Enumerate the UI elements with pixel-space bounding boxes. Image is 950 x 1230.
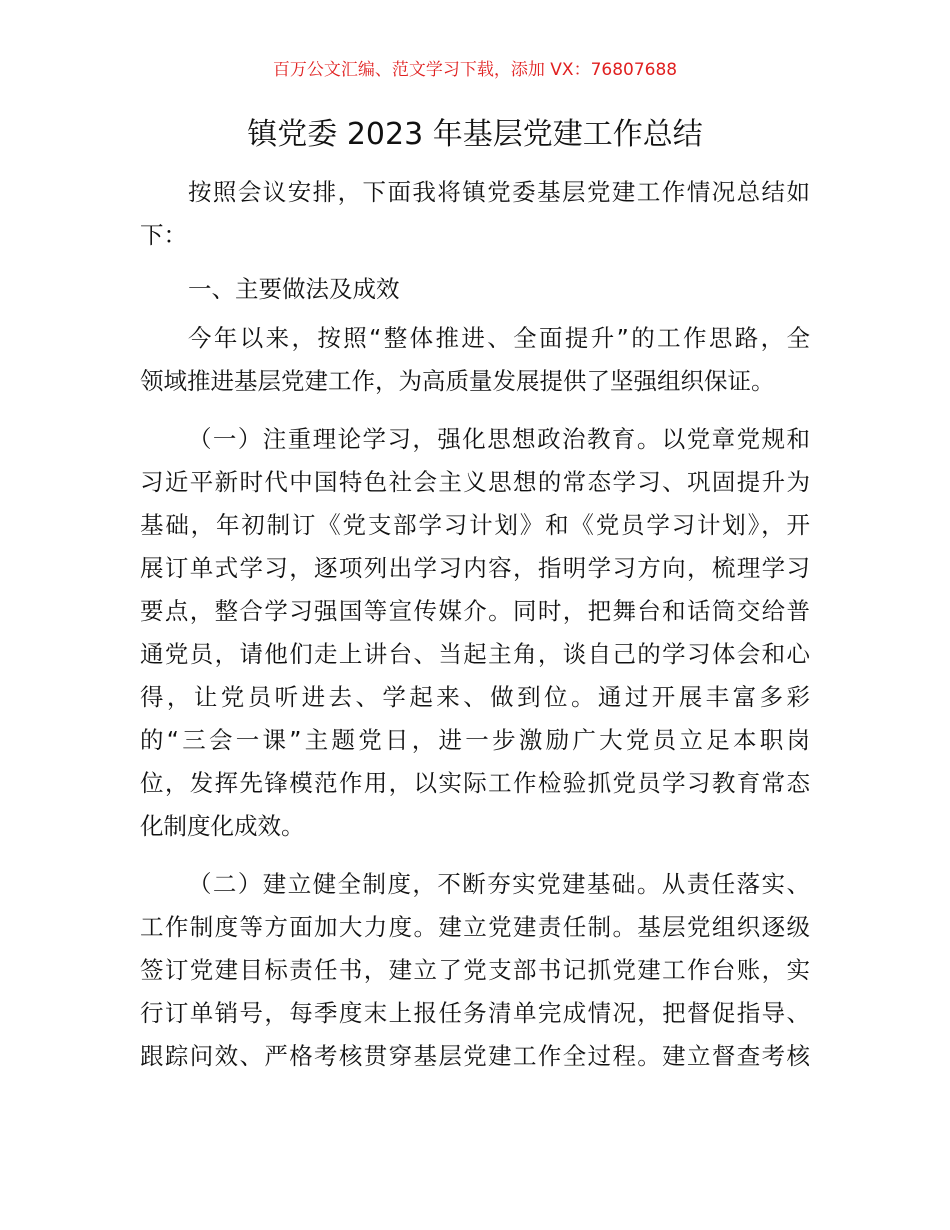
text-line: 得，让党员听进去、学起来、做到位。通过开展丰富多彩 xyxy=(140,683,810,711)
text-line: 习近平新时代中国特色社会主义思想的常态学习、巩固提升为 xyxy=(140,468,810,496)
text-line: 今年以来，按照“整体推进、全面提升”的工作思路，全 xyxy=(188,324,810,352)
text-line: 要点，整合学习强国等宣传媒介。同时，把舞台和话筒交给普 xyxy=(140,597,810,625)
text-line: 行订单销号，每季度末上报任务清单完成情况，把督促指导、 xyxy=(140,999,810,1027)
paragraph-intro xyxy=(140,171,810,257)
text-line: 化制度化成效。 xyxy=(140,812,305,840)
text-line: （二）建立健全制度，不断夯实党建基础。从责任落实、 xyxy=(188,870,810,898)
text-line: 下： xyxy=(140,221,187,249)
text-line: 签订党建目标责任书，建立了党支部书记抓党建工作台账，实 xyxy=(140,956,810,984)
text-line: 按照会议安排，下面我将镇党委基层党建工作情况总结如 xyxy=(188,178,810,206)
text-line: 通党员，请他们走上讲台、当起主角，谈自己的学习体会和心 xyxy=(140,640,810,668)
document-body xyxy=(140,171,810,1078)
text-line: 基础，年初制订《党支部学习计划》和《党员学习计划》，开 xyxy=(140,511,810,539)
paragraph-system-building xyxy=(140,863,810,1078)
text-line: 工作制度等方面加大力度。建立党建责任制。基层党组织逐级 xyxy=(140,913,810,941)
text-line: 位，发挥先锋模范作用，以实际工作检验抓党员学习教育常态 xyxy=(140,769,810,797)
paragraph-overview xyxy=(140,317,810,403)
text-line: 的“三会一课”主题党日，进一步激励广大党员立足本职岗 xyxy=(140,726,810,754)
document-title: 镇党委 2023 年基层党建工作总结 xyxy=(247,117,703,152)
watermark-header: 百万公文汇编、范文学习下载，添加 VX：76807688 xyxy=(272,60,678,80)
text-line: （一）注重理论学习，强化思想政治教育。以党章党规和 xyxy=(188,425,810,453)
section-heading xyxy=(140,268,810,311)
text-line: 一、主要做法及成效 xyxy=(188,275,400,303)
paragraph-theory-study xyxy=(140,418,810,848)
text-line: 展订单式学习，逐项列出学习内容，指明学习方向，梳理学习 xyxy=(140,554,810,582)
text-line: 跟踪问效、严格考核贯穿基层党建工作全过程。建立督查考核 xyxy=(140,1042,810,1070)
text-line: 领域推进基层党建工作，为高质量发展提供了坚强组织保证。 xyxy=(140,367,775,395)
